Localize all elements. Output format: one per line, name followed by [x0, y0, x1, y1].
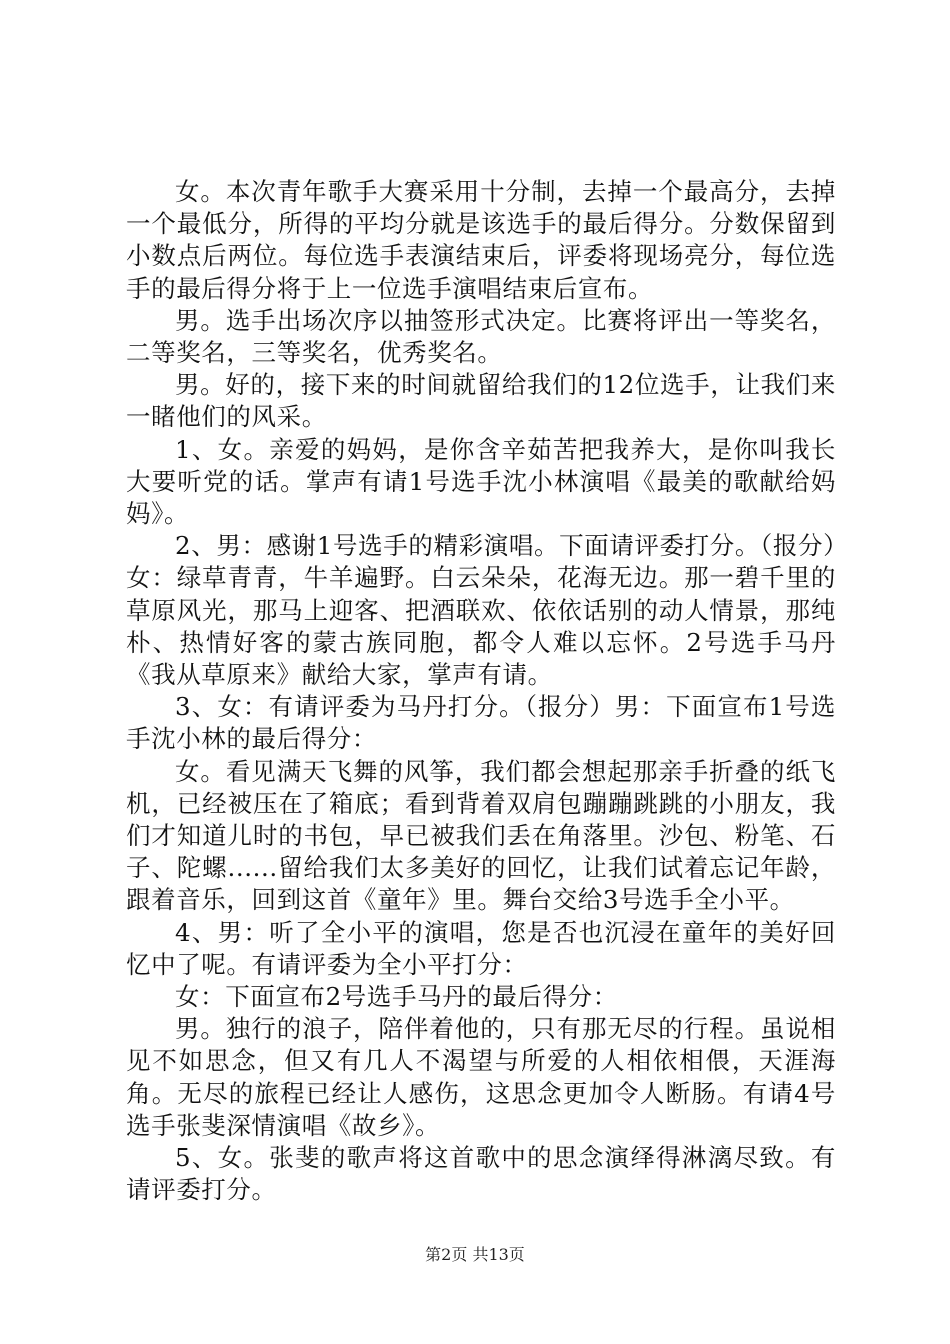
paragraph: 5、女。张斐的歌声将这首歌中的思念演绎得淋漓尽致。有请评委打分。 [126, 1143, 836, 1205]
paragraph: 男。好的，接下来的时间就留给我们的12位选手，让我们来一睹他们的风采。 [126, 370, 836, 432]
page-footer: 第2页 共13页 [425, 1245, 525, 1264]
paragraph: 2、男：感谢1号选手的精彩演唱。下面请评委打分。（报分）女：绿草青青，牛羊遍野。白云朵朵，花海无边。那一碧千里的草原风光，那马上迎客、把酒联欢、依依话别的动人情景，那纯朴、热情好客的蒙古族同胞，都令人难以忘怀。2号选手马丹《我从草原来》献给大家，掌声有请。 [126, 531, 836, 690]
paragraph: 女：下面宣布2号选手马丹的最后得分： [175, 982, 618, 1012]
paragraph: 4、男：听了全小平的演唱，您是否也沉浸在童年的美好回忆中了呢。有请评委为全小平打分： [126, 917, 836, 979]
paragraph: 3、女：有请评委为马丹打分。（报分）男：下面宣布1号选手沈小林的最后得分： [126, 692, 836, 754]
paragraph: 男。独行的浪子，陪伴着他的，只有那无尽的行程。虽说相见不如思念，但又有几人不渴望与所爱的人相依相偎，天涯海角。无尽的旅程已经让人感伤，这思念更加令人断肠。有请4号选手张斐深情演唱《故乡》。 [126, 1014, 836, 1140]
paragraph: 1、女。亲爱的妈妈，是你含辛茹苦把我养大，是你叫我长大要听党的话。掌声有请1号选手沈小林演唱《最美的歌献给妈妈》。 [126, 434, 836, 529]
document-body [126, 176, 836, 1207]
paragraph: 女。看见满天飞舞的风筝，我们都会想起那亲手折叠的纸飞机，已经被压在了箱底；看到背着双肩包蹦蹦跳跳的小朋友，我们才知道儿时的书包，早已被我们丢在角落里。沙包、粉笔、石子、陀螺......留给我们太多美好的回忆，让我们试着忘记年龄，跟着音乐，回到这首《童年》里。舞台交给3号选手全小平。 [126, 756, 836, 915]
paragraph: 女。本次青年歌手大赛采用十分制，去掉一个最高分，去掉一个最低分，所得的平均分就是该选手的最后得分。分数保留到小数点后两位。每位选手表演结束后，评委将现场亮分，每位选手的最后得分将于上一位选手演唱结束后宣布。 [126, 177, 836, 303]
paragraph: 男。选手出场次序以抽签形式决定。比赛将评出一等奖名，二等奖名，三等奖名，优秀奖名。 [126, 305, 836, 368]
